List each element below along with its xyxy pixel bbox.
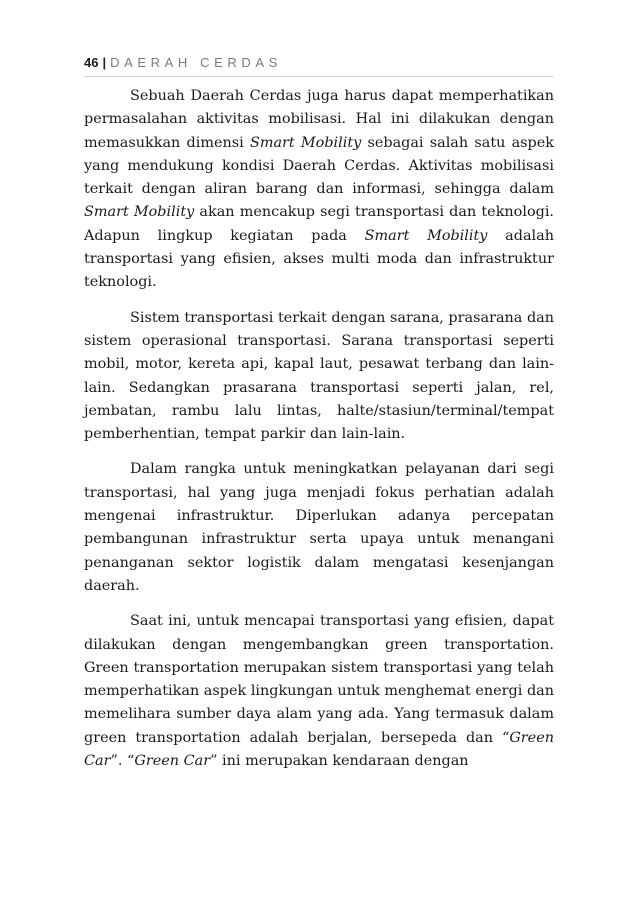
- italic-term: Smart Mobility: [84, 204, 195, 221]
- body-text: [84, 85, 554, 773]
- header-rule: [84, 76, 554, 77]
- paragraph-text: adalah transportasi yang efisien, akses multi moda dan infrastruktur teknologi.: [84, 227, 554, 291]
- paragraph-text: akan mencakup segi transportasi dan teknologi. Adapun lingkup kegiatan pada: [84, 204, 555, 244]
- paragraph-text: sebagai salah satu aspek yang mendukung kondisi Daerah Cerdas. Aktivitas mobilisasi terkait dengan aliran barang dan informasi, sehingga dalam: [84, 134, 554, 198]
- italic-term: Smart Mobility: [249, 134, 362, 151]
- paragraph-infrastructure: Dalam rangka untuk meningkatkan pelayanan dari segi transportasi, hal yang juga menjadi fokus perhatian adalah mengenai infrastruktur. Diperlukan adanya percepatan pembangunan infrastruktur serta upaya untuk menangani penanganan sektor logistik dalam mengatasi kesenjangan daerah.: [84, 461, 554, 594]
- paragraph-transport-system: Sistem transportasi terkait dengan sarana, prasarana dan sistem operasional transportasi. Sarana transportasi seperti mobil, motor, kereta api, kapal laut, pesawat terbang dan lain-lain. Sedangkan prasarana transportasi seperti jalan, rel, jembatan, rambu lalu lintas, halte/stasiun/terminal/tempat pemberhentian, tempat parkir dan lain-lain.: [84, 309, 555, 443]
- header-separator: |: [102, 55, 107, 70]
- italic-term: Smart Mobility: [364, 227, 488, 244]
- paragraph-smart-mobility: [84, 85, 554, 295]
- page-number: 46: [84, 55, 99, 70]
- italic-term: Green Car: [84, 729, 554, 770]
- running-title: DAERAH CERDAS: [110, 55, 282, 70]
- page-header: [84, 55, 554, 77]
- paragraph-green-transportation: [84, 610, 554, 773]
- paragraph-text: Sebuah Daerah Cerdas juga harus dapat memperhatikan permasalahan aktivitas mobilisasi. Hal ini dilakukan dengan memasukkan dimensi: [84, 88, 554, 151]
- italic-term: Green Car: [134, 753, 211, 770]
- paragraph-text: ”. “: [110, 753, 135, 770]
- paragraph-text: Saat ini, untuk mencapai transportasi yang efisien, dapat dilakukan dengan mengembangkan green transportation. Green transportation merupakan sistem transportasi yang telah memperhatikan aspek lingkungan untuk menghemat energi dan memelihara sumber daya alam yang ada. Yang termasuk dalam green transportation adalah berjalan, bersepeda dan “: [84, 613, 554, 746]
- paragraph-text: ” ini merupakan kendaraan dengan: [210, 753, 469, 770]
